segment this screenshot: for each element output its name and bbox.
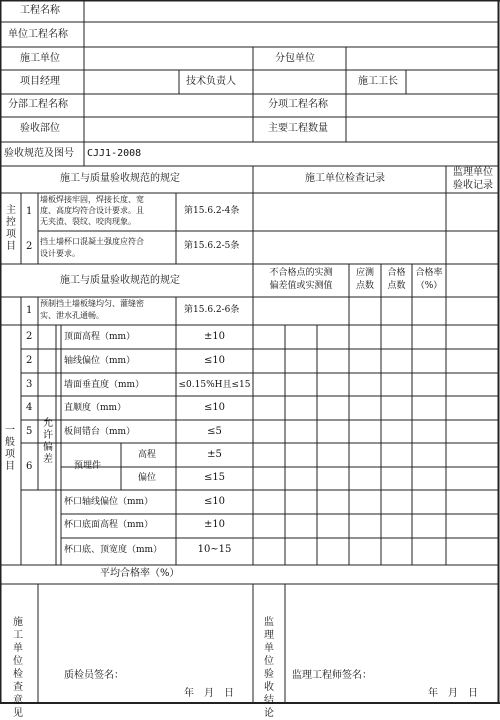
dev-item-tol: ≤10 [203, 355, 226, 366]
main-item-clause: 第15.6.2-5条 [184, 241, 240, 251]
dev-item-tol: ≤5 [207, 426, 222, 437]
dev-item-name: 墙面垂直度（mm） [64, 380, 145, 390]
cup-item-tol: ±10 [203, 519, 226, 530]
supervisor-conclusion-label: 监理单位验收结论 [264, 617, 274, 719]
main-item-desc: 无夹渣、裂纹、咬肉现象。 [40, 217, 136, 226]
pass-header-2: 点数 [387, 281, 406, 291]
main-quantity-label: 主要工程数量 [268, 123, 328, 134]
main-item-clause: 第15.6.2-4条 [184, 206, 240, 216]
dev-item-tol: ≤0.15%H且≤15 [178, 380, 251, 390]
supervisor-record-title-1: 监理单位 [453, 167, 493, 178]
general-item-clause: 第15.6.2-6条 [184, 305, 240, 315]
date-right: 年 月 日 [428, 688, 478, 699]
project-name-label: 工程名称 [20, 5, 60, 16]
cup-item-tol: ≤10 [203, 496, 226, 507]
dev-item-tol: ≤10 [203, 402, 226, 413]
rate-header-1: 合格率 [415, 268, 443, 278]
supervisor-record-title-2: 验收记录 [453, 180, 493, 191]
project-manager-label: 项目经理 [20, 76, 60, 87]
rules-title: 施工与质量验收规范的规定 [60, 173, 180, 184]
general-item-no: 1 [26, 305, 33, 316]
embedded-height-label: 高程 [138, 450, 157, 460]
division-label: 分部工程名称 [8, 99, 68, 110]
acceptance-part-label: 验收部位 [20, 123, 60, 134]
construction-unit-label: 施工单位 [20, 53, 60, 64]
general-label: 一般项目 [5, 425, 15, 472]
dev-item-name: 板间错台（mm） [64, 427, 136, 437]
pass-header-1: 合格 [387, 268, 406, 278]
unit-project-label: 单位工程名称 [8, 29, 68, 40]
general-item-desc: 预制挡土墙板缝均匀、灌缝密 [40, 299, 144, 308]
date-left: 年 月 日 [184, 688, 234, 699]
spec-label: 验收规范及图号 [4, 148, 74, 159]
cup-item-tol: 10~15 [197, 544, 232, 555]
subcontractor-label: 分包单位 [275, 53, 315, 64]
dev-item-name: 轴线偏位（mm） [64, 356, 136, 366]
measured-header-2: 偏差值或实测值 [269, 281, 333, 291]
rate-header-2: （%） [415, 281, 443, 291]
dev-item-tol: ±10 [203, 331, 226, 342]
dev-item-no: 2 [26, 331, 33, 342]
cup-item-name: 杯口轴线偏位（mm） [64, 497, 154, 507]
main-item-desc: 墙板焊接牢固，焊接长度、宽 [40, 195, 144, 204]
measured-header-1: 不合格点的实测 [269, 268, 333, 278]
dev-item-name: 顶面高程（mm） [64, 332, 136, 342]
points-header-2: 点数 [355, 281, 374, 291]
main-item-no: 2 [26, 241, 33, 252]
embedded-no: 6 [26, 461, 33, 472]
subdivision-label: 分项工程名称 [268, 99, 328, 110]
cup-item-name: 杯口底面高程（mm） [64, 520, 154, 530]
average-label: 平均合格率（%） [100, 568, 180, 579]
general-item-desc: 实、泄水孔通畅。 [40, 311, 104, 320]
dev-item-no: 2 [26, 355, 33, 366]
dev-item-name: 直顺度（mm） [64, 403, 127, 413]
points-header-1: 应测 [355, 268, 374, 278]
unit-opinion-label: 施工单位检查意见 [13, 617, 23, 719]
embedded-offset-tol: ≤15 [203, 472, 226, 483]
embedded-height-tol: ±5 [207, 449, 222, 460]
main-item-desc: 度、高度均符合设计要求。且 [40, 206, 144, 215]
dev-item-no: 5 [26, 426, 33, 437]
dev-item-no: 4 [26, 402, 33, 413]
cup-item-name: 杯口底、顶宽度（mm） [64, 545, 163, 555]
engineer-sign-label: 监理工程师签名： [292, 670, 372, 681]
tech-lead-label: 技术负责人 [186, 76, 236, 87]
spec-value: CJJ1-2008 [87, 148, 142, 159]
unit-check-title: 施工单位检查记录 [305, 173, 385, 184]
main-item-desc: 挡土墙杯口混凝土强度应符合 [40, 237, 144, 246]
main-control-label: 主控项目 [6, 205, 16, 252]
main-item-no: 1 [26, 206, 33, 217]
dev-item-no: 3 [26, 379, 33, 390]
foreman-label: 施工工长 [358, 76, 398, 87]
embedded-offset-label: 偏位 [138, 473, 157, 483]
general-rules-title: 施工与质量验收规范的规定 [60, 275, 180, 286]
allowed-dev-label: 允许偏差 [43, 418, 53, 465]
main-item-desc: 设计要求。 [40, 249, 80, 258]
embedded-name: 预埋件 [74, 461, 102, 471]
inspector-sign-label: 质检员签名： [64, 670, 124, 681]
